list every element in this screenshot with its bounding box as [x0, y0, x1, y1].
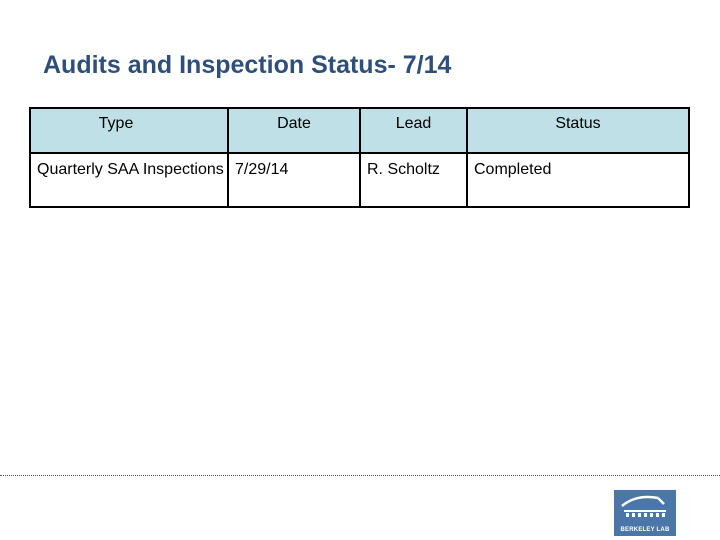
column-header-lead: Lead	[360, 108, 467, 153]
table-header-row	[30, 108, 689, 153]
berkeley-lab-logo	[614, 490, 676, 536]
audit-status-table	[29, 107, 690, 208]
logo-wordmark: BERKELEY LAB	[620, 527, 670, 533]
column-header-type: Type	[30, 108, 228, 153]
berkeley-lab-logo-icon	[614, 490, 676, 524]
table-row	[30, 153, 689, 207]
cell-type: Quarterly SAA Inspections	[30, 153, 228, 207]
column-header-date: Date	[228, 108, 360, 153]
column-header-status: Status	[467, 108, 689, 153]
slide-title: Audits and Inspection Status- 7/14	[43, 51, 452, 79]
cell-lead: R. Scholtz	[360, 153, 467, 207]
footer-divider	[0, 475, 720, 476]
cell-date: 7/29/14	[228, 153, 360, 207]
cell-status: Completed	[467, 153, 689, 207]
